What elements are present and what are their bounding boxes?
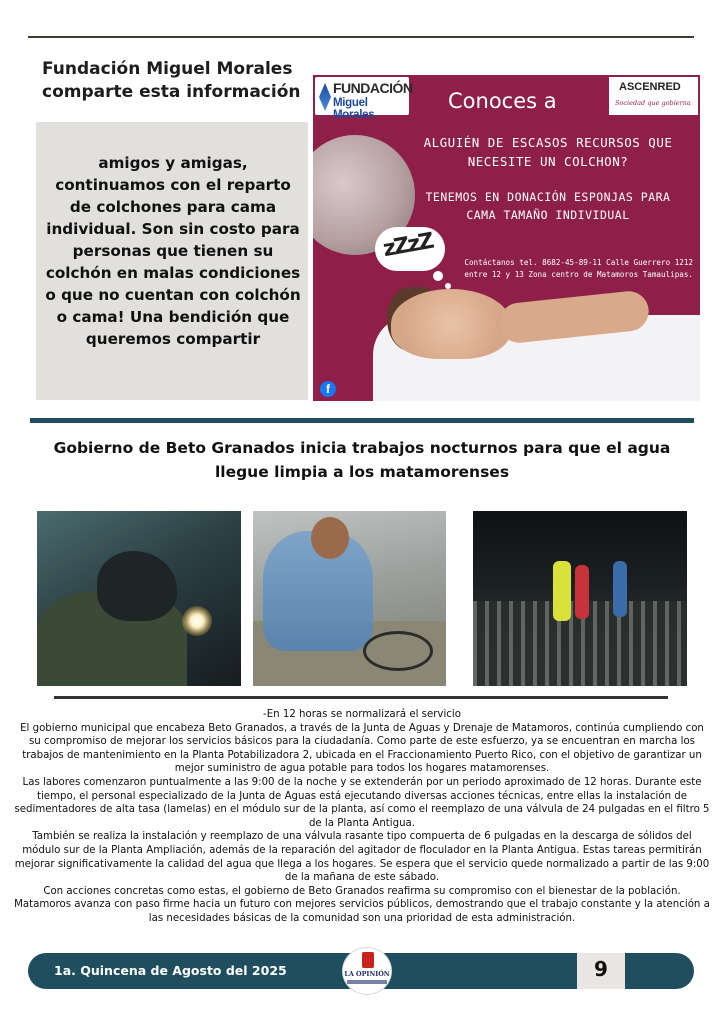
fundacion-logo-line1: FUNDACIÓN: [333, 80, 413, 96]
fundacion-logo-mark: [319, 83, 331, 111]
ascenred-tagline: Sociedad que gobierna: [615, 99, 691, 107]
page-number: 9: [594, 957, 608, 981]
article-headline: Gobierno de Beto Granados inicia trabajos nocturnos para que el agua llegue limpia a los matamorenses: [53, 439, 671, 481]
top-divider: [28, 36, 694, 38]
article-paragraph: Con acciones concretas como estas, el gobierno de Beto Granados reafirma su compromiso con el bienestar de la población. Matamoros avanza con paso firme hacia un futuro con mejores servicios públicos, demostrando que el trabajo constante y la atención a las necesidades básicas de la comunidad son una prioridad de esta administración.: [14, 885, 710, 924]
zzz-text: zZzZ: [381, 228, 435, 263]
sleep-cloud: [375, 227, 445, 271]
fundacion-title: Fundación Miguel Morales comparte esta información: [42, 59, 301, 102]
fundacion-body: amigos y amigas, continuamos con el reparto de colchones para cama individual. Son sin costo para personas que tienen su colchón en malas condiciones o que no cuentan con colchón o cama! Una bendición que queremos compartir: [45, 154, 301, 348]
crew-member: [613, 561, 627, 617]
welding-spark: [182, 606, 212, 636]
welding-helmet: [97, 551, 177, 621]
poster-offer: TENEMOS EN DONACIÓN ESPONJAS PARA CAMA TAMAÑO INDIVIDUAL: [425, 190, 671, 222]
article-body: [14, 708, 710, 926]
crew-member: [553, 561, 571, 621]
fundacion-logo: [315, 77, 413, 121]
section-divider: [30, 418, 694, 423]
ascenred-name: ASCENRED: [619, 81, 681, 93]
poster-question: ALGUIÉN DE ESCASOS RECURSOS QUE NECESITE UN COLCHON?: [423, 135, 673, 169]
photo-worker: [253, 511, 446, 686]
article-paragraph: Las labores comenzaron puntualmente a las 9:00 de la noche y se extenderán por un periodo aproximado de 12 horas. Durante este tiempo, el personal especializado de la Junta de Aguas está ejecutando diversas acciones técnicas, entre ellas la instalación de sedimentadores de alta tasa (lamelas) en el módulo sur de la planta, así como el reemplazo de una válvula de 24 pulgadas en el filtro 5 de la Planta Antigua.: [14, 776, 710, 829]
logo-name: LA OPINIÓN: [344, 970, 390, 978]
logo-flag-icon: [362, 952, 374, 968]
facebook-icon[interactable]: f: [320, 381, 336, 397]
poster-contact: Contáctanos tel. 8682-45-89-11 Calle Guerrero 1212 entre 12 y 13 Zona centro de Matamoros Tamaulipas.: [464, 258, 693, 279]
article-paragraph: El gobierno municipal que encabeza Beto Granados, a través de la Junta de Aguas y Drenaje de Matamoros, continúa cumpliendo con su compromiso de mejorar los servicios básicos para la ciudadanía. Como parte de este esfuerzo, ya se encuentran en marcha los trabajos de mantenimiento en la Planta Potabilizadora 2, ubicada en el Fraccionamiento Puerto Rico, con el objetivo de garantizar un mejor suministro de agua potable para todos los hogares matamorenses.: [20, 722, 704, 775]
ascenred-logo: [609, 77, 698, 115]
photo-night-crew: [473, 511, 687, 686]
sleeper-face: [391, 289, 511, 359]
article-paragraph: También se realiza la instalación y reemplazo de una válvula rasante tipo compuerta de 6 pulgadas en la descarga de sólidos del módulo sur de la Planta Ampliación, además de la reparación del agitador de floculador en la Planta Antigua. Estas tareas permitirán mejorar significativamente la calidad del agua que llega a los hogares. Se espera que el servicio quede normalizado a partir de las 9:00 de la mañana de este sábado.: [14, 831, 710, 884]
worker-head: [311, 517, 349, 559]
poster-headline: Conoces a: [448, 89, 557, 113]
la-opinion-logo: [342, 947, 392, 995]
crew-member: [575, 565, 589, 619]
logo-underline: [347, 980, 387, 984]
cable-coil: [363, 631, 433, 671]
fundacion-logo-line2: Miguel Morales: [333, 97, 375, 121]
cloud-dot: [433, 271, 443, 281]
photo-welder: [37, 511, 241, 686]
body-divider: [54, 696, 668, 699]
article-subhead: -En 12 horas se normalizará el servicio: [263, 709, 461, 720]
issue-date: 1a. Quincena de Agosto del 2025: [54, 963, 287, 978]
donation-poster: [313, 75, 700, 401]
